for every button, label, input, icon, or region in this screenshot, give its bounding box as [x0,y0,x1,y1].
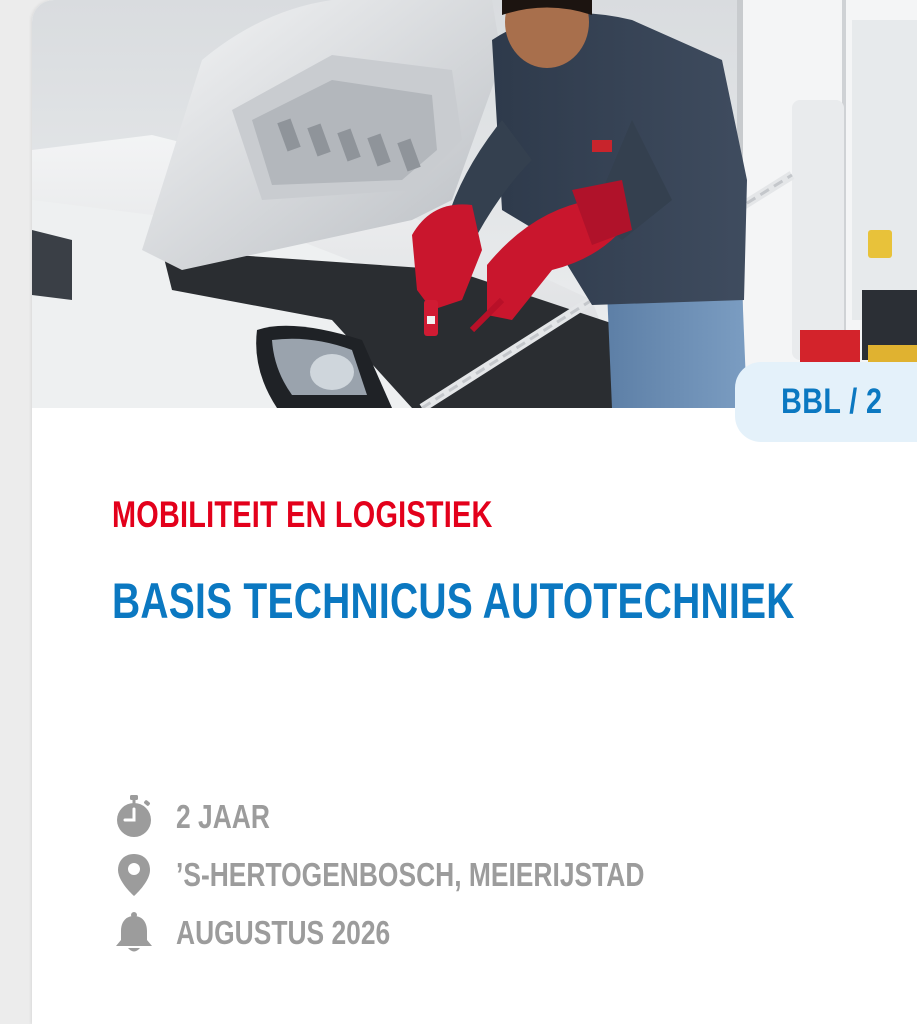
duration-text: 2 JAAR [176,798,270,835]
location-row [112,846,762,904]
duration-row [112,788,762,846]
sector-label: MOBILITEIT EN LOGISTIEK [112,494,493,535]
course-card[interactable] [32,0,917,1024]
course-photo [32,0,917,408]
program-badge [735,362,917,442]
program-badge-label: BBL / 2 [781,382,883,421]
start-row [112,904,762,962]
location-text: ’S-HERTOGENBOSCH, MEIERIJSTAD [176,856,645,893]
start-text: AUGUSTUS 2026 [176,914,391,951]
map-pin-icon [112,853,156,897]
bell-icon [112,911,156,955]
stopwatch-icon [112,795,156,839]
course-title[interactable]: BASIS TECHNICUS AUTOTECHNIEK [112,573,795,629]
course-meta [112,788,762,962]
